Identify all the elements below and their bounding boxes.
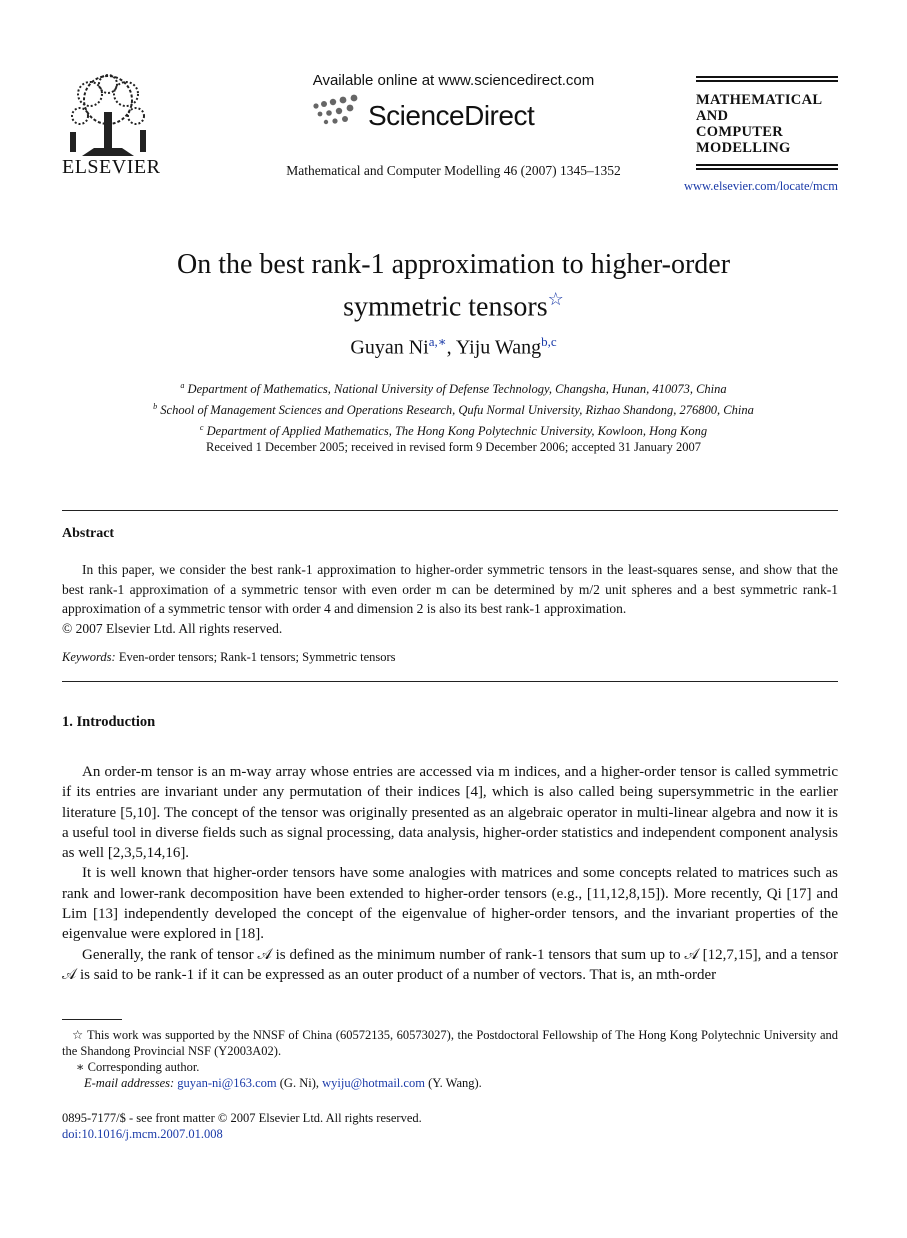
footnote-rule xyxy=(62,1019,122,1020)
title-footnote-mark[interactable]: ☆ xyxy=(547,289,564,309)
journal-citation: Mathematical and Computer Modelling 46 (2007) 1345–1352 xyxy=(286,163,621,178)
footnotes xyxy=(62,1027,838,1091)
journal-title-box xyxy=(696,74,838,172)
affiliation-item: $^b$ School of Management Sciences and Operations Research, Qufu Normal University, Rizhao Shandong, 276800, China xyxy=(153,402,754,418)
section-heading: 1. Introduction xyxy=(62,714,156,730)
author-name: Guyan Ni xyxy=(350,336,429,359)
divider xyxy=(62,510,838,511)
affiliations xyxy=(0,377,907,440)
footnote-funding: ☆ This work was supported by the NNSF of China (60572135, 60573027), the Postdoctoral Fellowship of The Hong Kong Polytechnic University and the Shandong Provincial NSF (Y2003A02). xyxy=(62,1028,838,1058)
paragraph: An order-m tensor is an m-way array whose entries are accessed via m indices, and a higher-order tensor is called symmetric if its entries are invariant under any permutation of their indices [4], which is also called being supersymmetric in the earlier literature [5,10]. The concept of the tensor was originally presented as an algebraic operator in multi-linear algebra and now it is a useful tool in diverse fields such as signal processing, data analysis, higher-order statistics and independent component analysis as well [2,3,5,14,16]. xyxy=(62,764,838,862)
email-link[interactable]: guyan-ni@163.com xyxy=(177,1076,277,1090)
section-body xyxy=(62,762,838,985)
elsevier-wordmark: ELSEVIER xyxy=(62,156,161,178)
keywords-label: Keywords: xyxy=(62,650,116,664)
affiliation-item: $^a$ Department of Mathematics, National University of Defense Technology, Changsha, Hunan, 410073, China xyxy=(180,381,727,397)
author-name: Yiju Wang xyxy=(455,336,542,359)
sciencedirect-dots-icon xyxy=(310,94,366,135)
journal-url-link[interactable]: www.elsevier.com/locate/mcm xyxy=(684,179,838,193)
front-matter xyxy=(62,1110,422,1142)
paper-title: On the best rank-1 approximation to higher-order symmetric tensors☆ xyxy=(176,249,731,323)
author-affiliation-mark[interactable]: b,c xyxy=(541,334,557,349)
divider xyxy=(62,681,838,682)
abstract-heading: Abstract xyxy=(62,526,115,541)
paragraph: It is well known that higher-order tensors have some analogies with matrices and some concepts related to matrices such as rank and lower-rank decomposition have been extended to higher-order tensors (e.g., [11,12,8,15]). More recently, Qi [17] and Lim [13] independently developed the concept of the eigenvalue of higher-order tensors, and the invariant properties of the eigenvalue were explored in [18]. xyxy=(62,865,838,943)
abstract-body xyxy=(62,560,838,638)
footnote-emails: E-mail addresses: guyan-ni@163.com (G. Ni), wyiju@hotmail.com (Y. Wang). xyxy=(84,1076,482,1090)
footnote-corresponding: ∗ Corresponding author. xyxy=(76,1060,200,1074)
abstract-copyright: © 2007 Elsevier Ltd. All rights reserved. xyxy=(62,620,283,636)
doi-link[interactable]: doi:10.1016/j.mcm.2007.01.008 xyxy=(62,1127,223,1141)
journal-title: MATHEMATICAL AND COMPUTER MODELLING xyxy=(696,92,823,156)
author-list: Guyan $Ni^{a,∗}$, Yiju Wang$^{b,c}$ xyxy=(350,334,557,359)
paragraph: Generally, the rank of tensor 𝒜 is defined as the minimum number of rank-1 tensors that sum up to 𝒜 [12,7,15], and a tensor 𝒜 is said to be rank-1 if it can be expressed as an outer product of a number of vectors. That is, an mth-order xyxy=(62,946,838,983)
received-dates: Received 1 December 2005; received in revised form 9 December 2006; accepted 31 January 2007 xyxy=(206,440,701,454)
keywords-list: Even-order tensors; Rank-1 tensors; Symmetric tensors xyxy=(118,650,396,664)
affiliation-item: $^c$ Department of Applied Mathematics, The Hong Kong Polytechnic University, Kowloon, Hong Kong xyxy=(199,423,708,439)
issn-line: 0895-7177/$ - see front matter © 2007 Elsevier Ltd. All rights reserved. xyxy=(62,1111,422,1125)
sciencedirect-wordmark: ScienceDirect xyxy=(368,100,535,131)
available-online-text: Available online at www.sciencedirect.com xyxy=(312,72,595,89)
author-affiliation-mark[interactable]: a,∗ xyxy=(428,334,447,349)
abstract-text: In this paper, we consider the best rank-1 approximation to higher-order symmetric tensors in the least-squares sense, and show that the best rank-1 approximation of a symmetric tensor with even order m can be determined by m/2 unit spheres and a best symmetric rank-1 approximation of a symmetric tensor with order 4 and dimension 2 is also its best rank-1 approximation. xyxy=(62,562,838,616)
keywords xyxy=(62,650,396,665)
email-link[interactable]: wyiju@hotmail.com xyxy=(322,1076,425,1090)
